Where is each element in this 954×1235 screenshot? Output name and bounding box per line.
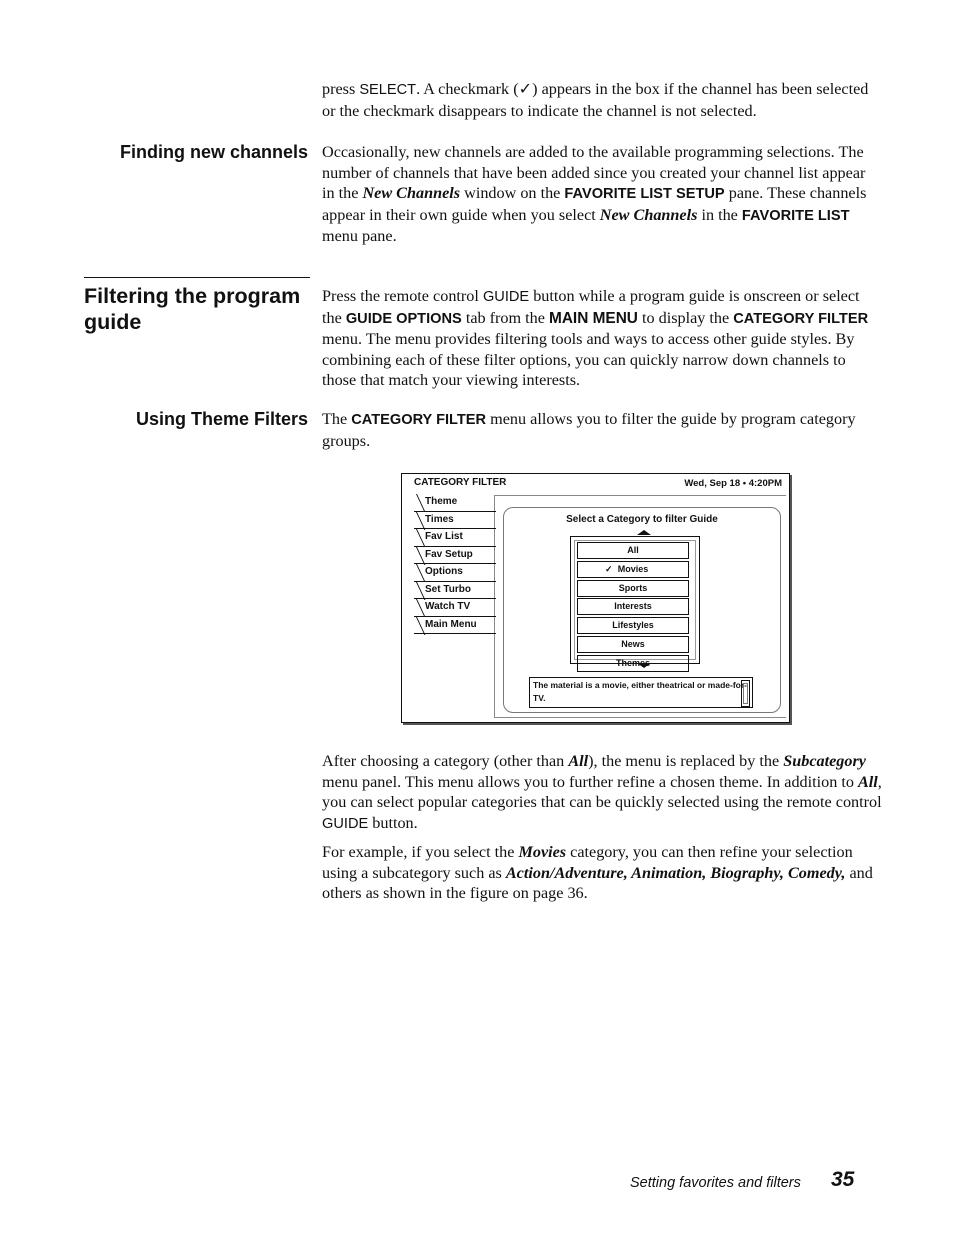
category-panel xyxy=(503,507,781,713)
theme-paragraph: The CATEGORY FILTER menu allows you to filter the guide by program category groups. xyxy=(322,410,856,450)
category-filter-screen xyxy=(401,473,790,723)
description-scrollbar[interactable] xyxy=(741,680,750,707)
example-paragraph: For example, if you select the Movies category, you can then refine your selection using a subcategory such as Action/Adventure, Animation, Biography, Comedy, and others as shown in the figure on page 36. xyxy=(322,843,873,902)
category-filter-term: CATEGORY FILTER xyxy=(351,412,487,428)
using-theme-filters-heading: Using Theme Filters xyxy=(135,409,308,429)
category-description: The material is a movie, either theatrical or made-for-TV. xyxy=(529,677,753,708)
screen-title: CATEGORY FILTER xyxy=(414,477,507,488)
favorite-list-setup-term: FAVORITE LIST SETUP xyxy=(564,186,725,202)
panel-title: Select a Category to filter Guide xyxy=(566,514,718,525)
filtering-heading: Filtering the program guide xyxy=(84,284,301,334)
tab-times[interactable]: Times xyxy=(414,512,496,530)
category-item-news[interactable]: News xyxy=(577,636,689,653)
tab-fav-list[interactable]: Fav List xyxy=(414,529,496,547)
guide-key: GUIDE xyxy=(322,815,369,832)
category-item-interests[interactable]: Interests xyxy=(577,598,689,615)
section-divider xyxy=(84,277,310,278)
filtering-paragraph: Press the remote control GUIDE button while a program guide is onscreen or select the GUIDE OPTIONS tab from the MAIN MENU to display the CATEGORY FILTER menu. The menu provides filtering tools and ways to access other guide styles. By combining each of these filter options, you can quickly narrow down channels to those that match your viewing interests. xyxy=(322,287,869,389)
intro-text-rest: . A checkmark (✓) appears in the box if the channel has been selected or the checkmark disappears to indicate the channel is not selected. xyxy=(322,80,869,120)
movies-term: Movies xyxy=(518,843,567,861)
category-item-all[interactable]: All xyxy=(577,542,689,559)
intro-text: press xyxy=(322,80,360,98)
page-number: 35 xyxy=(831,1168,855,1191)
subcategories-term: Action/Adventure, Animation, Biography, Comedy, xyxy=(505,863,846,882)
tab-main-menu[interactable]: Main Menu xyxy=(414,617,496,635)
finding-new-channels-heading: Finding new channels xyxy=(119,142,308,162)
favorite-list-term: FAVORITE LIST xyxy=(741,207,850,224)
scroll-down-arrow-icon[interactable] xyxy=(637,663,651,668)
new-channels-term: New Channels xyxy=(599,205,698,224)
guide-options-term: GUIDE OPTIONS xyxy=(345,310,462,327)
all-term: All xyxy=(858,772,878,791)
tab-theme[interactable]: Theme xyxy=(414,494,496,512)
category-list xyxy=(570,536,700,668)
guide-key: GUIDE xyxy=(482,289,530,305)
checkmark-icon: ✓ xyxy=(605,563,613,574)
category-item-sports[interactable]: Sports xyxy=(577,580,689,597)
category-filter-term: CATEGORY FILTER xyxy=(733,310,869,327)
subcategory-term: Subcategory xyxy=(783,752,866,770)
tab-set-turbo[interactable]: Set Turbo xyxy=(414,582,496,600)
new-channels-term: New Channels xyxy=(362,184,461,202)
tab-options[interactable]: Options xyxy=(414,564,496,582)
screen-clock: Wed, Sep 18 • 4:20PM xyxy=(684,478,782,489)
intro-paragraph xyxy=(322,79,882,121)
all-term: All xyxy=(568,752,589,770)
category-item-lifestyles[interactable]: Lifestyles xyxy=(577,617,689,634)
main-menu-term: MAIN MENU xyxy=(549,309,638,327)
category-item-movies[interactable]: ✓ Movies xyxy=(577,561,689,578)
scroll-up-arrow-icon[interactable] xyxy=(637,530,651,535)
after-paragraph: After choosing a category (other than All), the menu is replaced by the Subcategory menu panel. This menu allows you to further refine a chosen theme. In addition to All, you can select popular categories that can be quickly selected using the remote control GUIDE button. xyxy=(322,752,882,832)
finding-paragraph: Occasionally, new channels are added to the available programming selections. The number of channels that have been added since you created your channel list appear in the New Channels window on the FAVORITE LIST SETUP pane. These channels appear in their own guide when you select New Channels in the FAVORITE LIST menu pane. xyxy=(322,143,867,245)
select-key: SELECT xyxy=(359,82,417,98)
category-item-themes[interactable]: Themes xyxy=(577,655,689,672)
tab-fav-setup[interactable]: Fav Setup xyxy=(414,547,496,565)
footer-section-title: Setting favorites and filters xyxy=(630,1175,801,1191)
menu-tabs xyxy=(414,494,496,634)
tab-watch-tv[interactable]: Watch TV xyxy=(414,599,496,617)
